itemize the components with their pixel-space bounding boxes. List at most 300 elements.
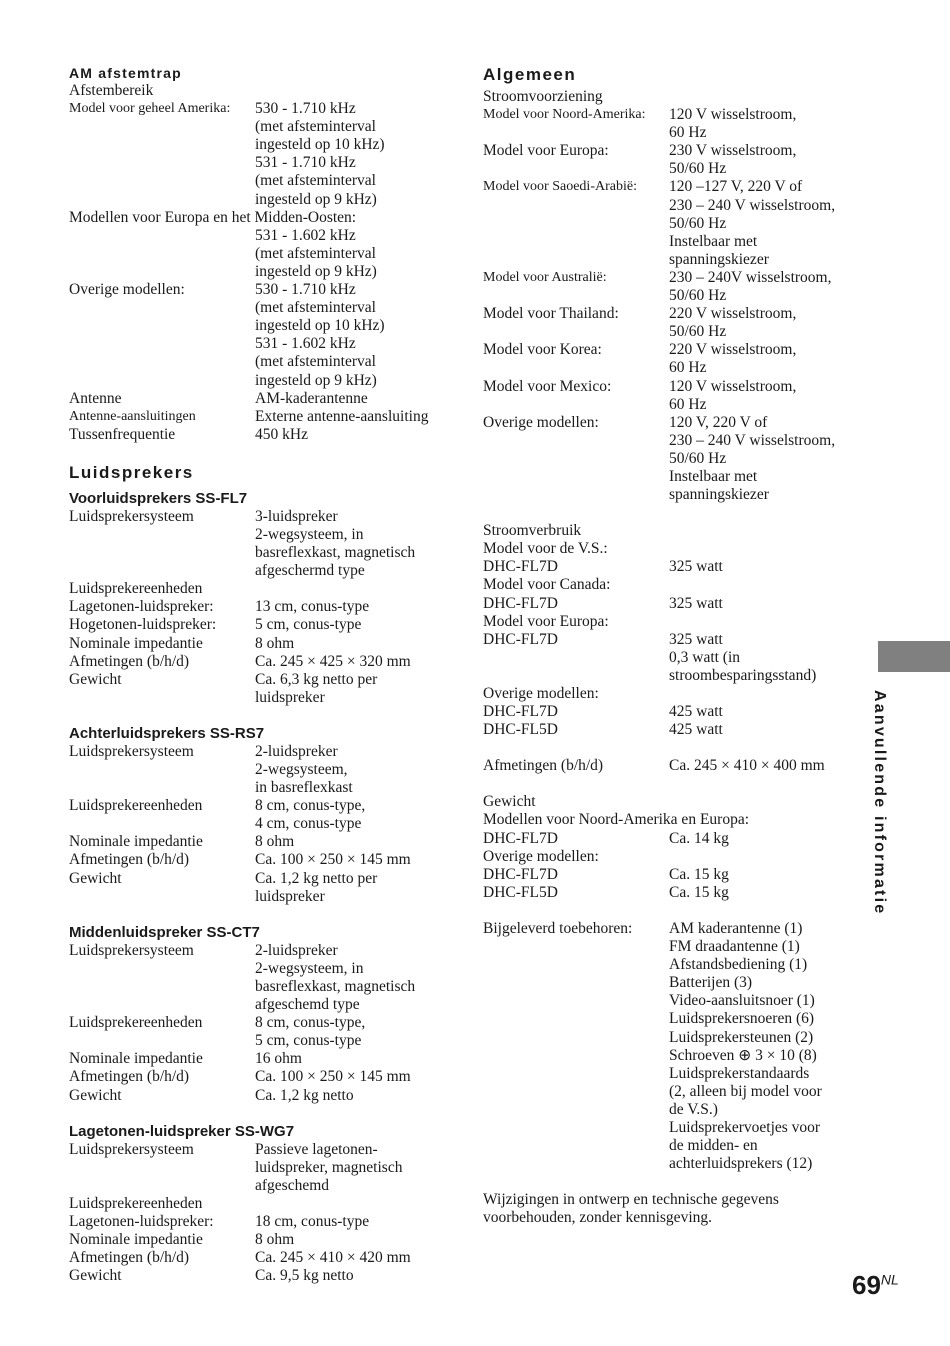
spec-label-spacer [69,960,255,978]
spec-label: DHC-FL7D [483,594,558,612]
spec-row [69,1231,449,1249]
spec-label-spacer [483,1010,669,1028]
spec-row [69,1087,449,1105]
power-consumption-specs [483,522,873,739]
spec-label: Model voor Korea: [483,341,602,359]
spec-value: 60 Hz [669,359,707,377]
spec-row [483,233,873,251]
spec-row [483,269,873,287]
spec-row [69,1068,449,1086]
spec-label: Model voor Saoedi-Arabië: [483,179,637,195]
spec-row [483,830,873,848]
spec-row [69,281,449,299]
general-heading: Algemeen [483,65,577,84]
spec-row [483,558,873,576]
spec-value: basreflexkast, magnetisch [255,544,416,562]
change-notice [483,1191,873,1227]
spec-label-spacer [483,1101,669,1119]
spec-row [69,888,449,906]
spec-row [483,287,873,305]
spec-value: Ca. 100 × 250 × 145 mm [255,851,411,869]
spec-value: Luidsprekervoetjes voor [669,1118,821,1136]
spec-row [483,106,873,124]
spec-label-spacer [69,353,255,371]
spec-label: Lagetonen-luidspreker: [69,598,214,616]
spec-row [483,1119,873,1137]
spec-row [69,671,449,689]
spec-label: Luidsprekereenheden [69,1014,203,1032]
spec-row [483,124,873,142]
spec-value: afgeschemd [255,1176,330,1194]
spec-value: (met afsteminterval [255,244,376,262]
spec-row [69,1177,449,1195]
spec-value: Batterijen (3) [669,974,753,992]
spec-value: 50/60 Hz [669,323,727,341]
spec-value: afgeschemd type [255,996,360,1014]
spec-value: 8 cm, conus-type, [255,797,366,815]
spec-value: ingesteld op 10 kHz) [255,317,385,335]
spec-label: DHC-FL5D [483,883,558,901]
spec-row [69,299,449,317]
spec-row [69,426,449,444]
notice-line: voorbehouden, zonder kennisgeving. [483,1209,712,1227]
spec-label-spacer [483,432,669,450]
spec-value: in basreflexkast [255,779,353,797]
am-tuner-heading: AM afstemtrap [69,65,182,81]
spec-label-spacer [69,689,255,707]
spec-row [483,1029,873,1047]
spec-label: DHC-FL7D [483,865,558,883]
spec-label-spacer [483,974,669,992]
spec-label: Afmetingen (b/h/d) [483,757,604,775]
spec-row [483,396,873,414]
spec-row [483,450,873,468]
spec-value: 120 –127 V, 220 V of [669,178,803,196]
spec-label: Model voor Thailand: [483,305,619,323]
subwoofer-heading: Lagetonen-luidspreker SS-WG7 [69,1122,295,1140]
spec-value: (2, alleen bij model voor [669,1082,822,1100]
page-language-suffix: NL [880,1271,899,1288]
spec-value: Luidsprekersnoeren (6) [669,1010,815,1028]
spec-value: 50/60 Hz [669,160,727,178]
subwoofer-specs [69,1141,449,1286]
spec-row [69,562,449,580]
spec-row [69,544,449,562]
spec-value: Externe antenne-aansluiting [255,407,429,425]
spec-label: Nominale impedantie [69,634,203,652]
spec-value: Ca. 245 × 410 × 420 mm [255,1249,411,1267]
spec-row [483,938,873,956]
rear-speakers-specs [69,743,449,906]
spec-value: spanningskiezer [669,486,769,504]
spec-row [69,635,449,653]
spec-value: Ca. 245 × 425 × 320 mm [255,652,411,670]
spec-value: de midden- en [669,1137,758,1155]
spec-value: ingesteld op 9 kHz) [255,190,377,208]
spec-label: Afstembereik [69,82,154,99]
spec-value: Schroeven ⊕ 3 × 10 (8) [669,1046,817,1064]
spec-value: 220 V wisselstroom, [669,305,797,323]
spec-row [483,197,873,215]
spec-label-spacer [69,227,255,245]
right-column [483,60,873,1227]
spec-label-spacer [69,1032,255,1050]
section-side-label [870,690,900,920]
spec-value: 230 – 240 V wisselstroom, [669,431,836,449]
spec-row [69,653,449,671]
spec-label: DHC-FL7D [483,703,558,721]
spec-value: 530 - 1.710 kHz [255,100,356,118]
spec-value: Ca. 245 × 410 × 400 mm [669,757,825,775]
speakers-heading: Luidsprekers [69,462,194,482]
spec-row [69,245,449,263]
spec-value: AM-kaderantenne [255,389,368,407]
spec-value: 60 Hz [669,395,707,413]
spec-row [483,1010,873,1028]
spec-label-spacer [483,160,669,178]
spec-label: Stroomvoorziening [483,88,603,105]
spec-row [483,631,873,649]
spec-label-spacer [483,450,669,468]
spec-row [483,215,873,233]
spec-value: 531 - 1.602 kHz [255,226,356,244]
spec-row [69,833,449,851]
spec-label-spacer [483,287,669,305]
spec-label-spacer [483,1065,669,1083]
spec-row [69,118,449,136]
spec-value: luidspreker [255,688,325,706]
spec-row [483,486,873,504]
spec-label-spacer [69,245,255,263]
spec-row [69,154,449,172]
spec-label-spacer [483,323,669,341]
spec-row [483,649,873,667]
spec-value: Ca. 14 kg [669,829,729,847]
center-speaker-specs [69,942,449,1105]
spec-value: Ca. 1,2 kg netto per [255,869,378,887]
spec-label: Antenne [69,389,122,407]
spec-value: Ca. 15 kg [669,865,729,883]
spec-label-spacer [483,1155,669,1173]
spec-row [69,390,449,408]
front-speakers-specs [69,508,449,707]
spec-label-spacer [483,359,669,377]
spec-row [69,616,449,634]
spec-row [69,335,449,353]
spec-row [483,178,873,196]
spec-value: 50/60 Hz [669,287,727,305]
spec-row [69,815,449,833]
spec-label: Modellen voor Europa en het Midden-Oosten: [69,208,357,226]
spec-label: Gewicht [69,1086,122,1104]
spec-value: 3-luidspreker [255,507,338,525]
spec-value: 13 cm, conus-type [255,598,370,616]
spec-value: Luidsprekerstandaards [669,1064,810,1082]
spec-row [483,305,873,323]
spec-value: 5 cm, conus-type [255,1032,362,1050]
spec-value: ingesteld op 9 kHz) [255,371,377,389]
spec-label: Luidsprekereenheden [69,1194,203,1212]
spec-value: 325 watt [669,558,723,576]
spec-label-spacer [483,1083,669,1101]
spec-row [69,851,449,869]
spec-label-spacer [483,233,669,251]
spec-label-spacer [69,118,255,136]
spec-row [483,341,873,359]
spec-label: Afmetingen (b/h/d) [69,652,190,670]
spec-value: 8 ohm [255,1231,295,1249]
spec-value: Luidsprekersteunen (2) [669,1028,814,1046]
spec-value: (met afsteminterval [255,299,376,317]
spec-label: Overige modellen: [483,685,599,702]
spec-label: Bijgeleverd toebehoren: [483,919,633,937]
dimensions-specs [483,757,873,775]
spec-label: Luidsprekereenheden [69,797,203,815]
spec-value: 530 - 1.710 kHz [255,281,356,299]
spec-value: 450 kHz [255,425,308,443]
spec-label: Luidsprekersysteem [69,941,194,959]
left-column [69,60,449,1285]
power-supply-specs [483,88,873,504]
spec-label: Overige modellen: [69,281,185,299]
spec-label: Overige modellen: [483,847,599,865]
spec-row [483,920,873,938]
spec-label-spacer [483,215,669,233]
spec-row [483,595,873,613]
spec-value: basreflexkast, magnetisch [255,977,416,995]
accessories-specs [483,920,873,1173]
spec-label: Stroomverbruik [483,522,582,540]
spec-label-spacer [69,888,255,906]
spec-row [483,866,873,884]
spec-row [69,263,449,281]
spec-value: 8 ohm [255,634,295,652]
spec-label-spacer [483,1119,669,1137]
spec-value: 230 – 240 V wisselstroom, [669,196,836,214]
spec-value: ingesteld op 10 kHz) [255,136,385,154]
spec-label: Luidsprekersysteem [69,742,194,760]
spec-value: 220 V wisselstroom, [669,341,797,359]
spec-label-spacer [483,251,669,269]
spec-value: 120 V wisselstroom, [669,106,797,124]
spec-row [69,353,449,371]
spec-row [69,1249,449,1267]
spec-row [483,974,873,992]
spec-value: AM kaderantenne (1) [669,919,803,937]
spec-value: Instelbaar met [669,232,758,250]
spec-value: achterluidsprekers (12) [669,1155,813,1173]
spec-label-spacer [69,544,255,562]
spec-row [483,1155,873,1173]
spec-label: Model voor Australië: [483,269,607,285]
spec-row [69,508,449,526]
spec-row [483,992,873,1010]
spec-value: 2-wegsysteem, in [255,959,364,977]
spec-row [483,432,873,450]
spec-row [69,1267,449,1285]
spec-label-spacer [69,172,255,190]
spec-label: Luidsprekersysteem [69,1140,194,1158]
spec-label-spacer [483,1047,669,1065]
spec-label: DHC-FL7D [483,829,558,847]
rear-speakers-heading: Achterluidsprekers SS-RS7 [69,724,265,742]
spec-value: Video-aansluitsnoer (1) [669,992,815,1010]
spec-row [483,1065,873,1083]
spec-row [69,996,449,1014]
spec-label: Model voor de V.S.: [483,540,608,558]
spec-row [483,884,873,902]
spec-label-spacer [483,1137,669,1155]
spec-value: (met afsteminterval [255,172,376,190]
spec-row [69,779,449,797]
spec-label-spacer [69,978,255,996]
spec-row [483,468,873,486]
spec-row [483,1137,873,1155]
spec-label: Antenne-aansluitingen [69,408,196,424]
spec-label: Model voor geheel Amerika: [69,101,231,117]
spec-row [69,1213,449,1231]
spec-row [483,956,873,974]
spec-value: 2-luidspreker [255,941,338,959]
spec-label: Nominale impedantie [69,833,203,851]
spec-label: Model voor Canada: [483,576,611,594]
spec-label: Nominale impedantie [69,1050,203,1068]
spec-value: 50/60 Hz [669,449,727,467]
spec-label-spacer [483,124,669,142]
spec-value: (met afsteminterval [255,118,376,136]
spec-label: DHC-FL7D [483,630,558,648]
spec-row [69,942,449,960]
spec-row [69,1050,449,1068]
spec-label-spacer [69,372,255,390]
spec-label-spacer [483,468,669,486]
spec-row [483,160,873,178]
front-speakers-heading: Voorluidsprekers SS-FL7 [69,489,248,507]
spec-label: Lagetonen-luidspreker: [69,1212,214,1230]
spec-row [483,667,873,685]
spec-value: 8 cm, conus-type, [255,1014,366,1032]
spec-label-spacer [483,396,669,414]
spec-row [69,743,449,761]
spec-label: Gewicht [483,793,536,811]
spec-value: afgeschermd type [255,562,365,580]
spec-value: Afstandsbediening (1) [669,956,808,974]
spec-value: 2-luidspreker [255,742,338,760]
spec-row [69,1141,449,1159]
spec-value: 2-wegsysteem, in [255,525,364,543]
spec-row [483,323,873,341]
spec-label: Afmetingen (b/h/d) [69,851,190,869]
spec-value: FM draadantenne (1) [669,938,800,956]
spec-label: Gewicht [69,1267,122,1285]
spec-label: Model voor Europa: [483,142,609,160]
spec-row [69,978,449,996]
spec-label-spacer [69,1177,255,1195]
spec-value: Passieve lagetonen- [255,1140,378,1158]
spec-value: (met afsteminterval [255,353,376,371]
spec-label-spacer [483,649,669,667]
spec-row [483,251,873,269]
spec-label-spacer [69,263,255,281]
spec-label-spacer [69,191,255,209]
spec-row [69,870,449,888]
spec-value: 325 watt [669,630,723,648]
spec-row [69,960,449,978]
spec-value: 16 ohm [255,1050,302,1068]
notice-line: Wijzigingen in ontwerp en technische gegevens [483,1191,779,1209]
spec-value: luidspreker [255,887,325,905]
spec-value: 2-wegsysteem, [255,761,348,778]
spec-value: Ca. 1,2 kg netto [255,1086,354,1104]
section-tab-marker [878,641,950,672]
spec-value: 425 watt [669,703,723,721]
spec-label-spacer [483,486,669,504]
spec-label: Luidsprekersysteem [69,507,194,525]
spec-value: stroombesparingsstand) [669,666,817,684]
spec-value: 5 cm, conus-type [255,616,362,634]
spec-label-spacer [69,154,255,172]
spec-row [483,142,873,160]
spec-value: 8 ohm [255,833,295,851]
spec-value: Ca. 9,5 kg netto [255,1267,354,1285]
spec-row [69,191,449,209]
spec-value: 18 cm, conus-type [255,1212,370,1230]
page-number-value: 69 [852,1270,881,1300]
spec-value: de V.S.) [669,1100,718,1118]
spec-label: Hogetonen-luidspreker: [69,616,217,634]
spec-row [69,797,449,815]
spec-label: Gewicht [69,869,122,887]
spec-label: Tussenfrequentie [69,425,176,443]
spec-row [483,757,873,775]
page-number [852,1270,899,1301]
spec-value: 325 watt [669,594,723,612]
spec-row [69,1014,449,1032]
spec-label-spacer [483,938,669,956]
spec-label: Model voor Noord-Amerika: [483,107,646,123]
spec-value: Instelbaar met [669,467,758,485]
spec-label: Model voor Mexico: [483,377,612,395]
spec-row [69,172,449,190]
spec-label: Overige modellen: [483,413,599,431]
spec-label-spacer [483,1029,669,1047]
spec-value: 531 - 1.710 kHz [255,154,356,172]
spec-value: luidspreker, magnetisch [255,1158,403,1176]
spec-row [69,372,449,390]
spec-value: Ca. 15 kg [669,883,729,901]
spec-value: 50/60 Hz [669,214,727,232]
spec-label: Nominale impedantie [69,1231,203,1249]
weight-specs [483,793,873,902]
spec-value: 0,3 watt (in [669,648,741,666]
spec-label-spacer [69,779,255,797]
spec-label-spacer [69,815,255,833]
spec-label-spacer [69,526,255,544]
spec-row [69,689,449,707]
spec-value: 230 V wisselstroom, [669,142,797,160]
spec-row [483,703,873,721]
spec-label: Afmetingen (b/h/d) [69,1068,190,1086]
spec-label-spacer [69,996,255,1014]
spec-row [483,1047,873,1065]
spec-row [69,227,449,245]
spec-row [69,526,449,544]
spec-value: 4 cm, conus-type [255,815,362,833]
am-tuner-specs [69,82,449,444]
spec-value: 120 V, 220 V of [669,413,768,431]
spec-row [483,1083,873,1101]
spec-label-spacer [69,761,255,779]
